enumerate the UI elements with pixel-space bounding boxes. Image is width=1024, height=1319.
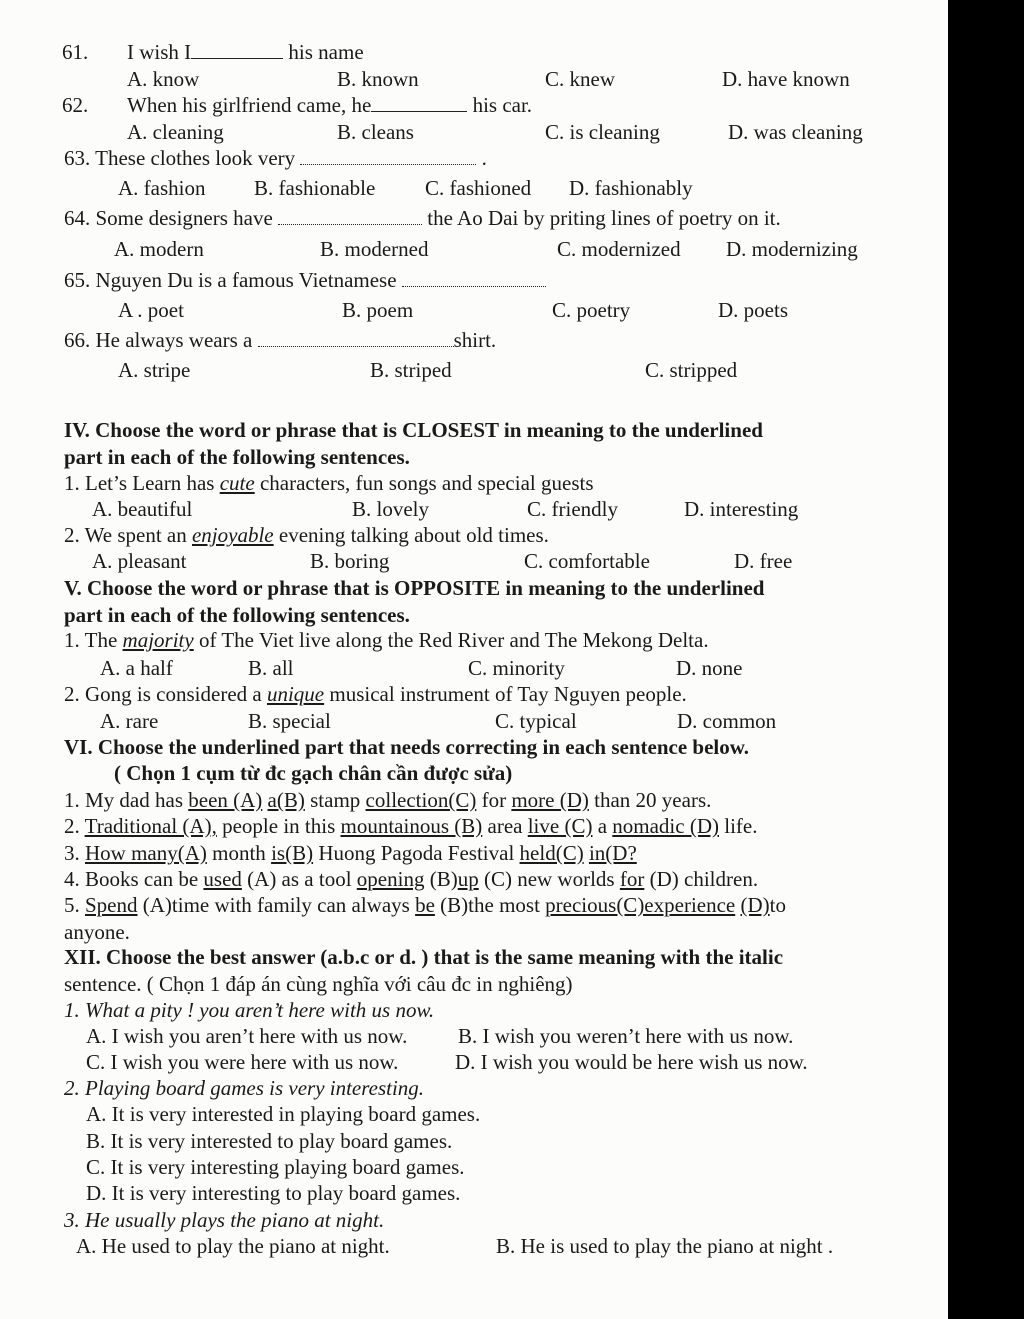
sec4-q2-option-a: A. pleasant — [92, 549, 187, 573]
sec12-q1-option-c: C. I wish you were here with us now. — [86, 1050, 399, 1074]
sec5-q2-option-c: C. typical — [495, 709, 577, 733]
q62-stem: When his girlfriend came, he his car. — [127, 93, 533, 117]
q64-option-d: D. modernizing — [726, 237, 858, 261]
q64-option-b: B. moderned — [320, 237, 429, 261]
sec4-q2-stem: 2. We spent an enjoyable evening talking about old times. — [64, 523, 549, 547]
sec12-q3-stem: 3. He usually plays the piano at night. — [64, 1208, 385, 1232]
sec12-q3-option-b: B. He is used to play the piano at night . — [496, 1234, 834, 1258]
sec6-sentence-3: 3. How many(A) month is(B) Huong Pagoda Festival held(C) in(D? — [64, 841, 637, 865]
sec6-sentence-4: 4. Books can be used (A) as a tool opening (B)up (C) new worlds for (D) children. — [64, 867, 759, 891]
q66-stem: 66. He always wears a shirt. — [64, 328, 497, 352]
section-4-heading: IV. Choose the word or phrase that is CLOSEST in meaning to the underlined — [64, 418, 763, 442]
sec12-q1-option-a: A. I wish you aren’t here with us now. — [86, 1024, 408, 1048]
q63-option-b: B. fashionable — [254, 176, 376, 200]
sec12-q2-option-a: A. It is very interested in playing board games. — [86, 1102, 481, 1126]
q62-option-b: B. cleans — [337, 120, 414, 144]
sec12-q3-option-a: A. He used to play the piano at night. — [76, 1234, 390, 1258]
sec4-q2-option-d: D. free — [734, 549, 793, 573]
sec5-q2-option-b: B. special — [248, 709, 331, 733]
q63-stem: 63. These clothes look very . — [64, 146, 487, 170]
sec12-q2-option-d: D. It is very interesting to play board games. — [86, 1181, 461, 1205]
sec12-q2-stem: 2. Playing board games is very interesting. — [64, 1076, 425, 1100]
q65-option-b: B. poem — [342, 298, 414, 322]
section-12-instruction: sentence. ( Chọn 1 đáp án cùng nghĩa với câu đc in nghiêng) — [64, 972, 573, 996]
q61-stem: I wish I his name — [127, 40, 364, 64]
section-5-heading: V. Choose the word or phrase that is OPPOSITE in meaning to the underlined — [64, 576, 765, 600]
q65-stem: 65. Nguyen Du is a famous Vietnamese — [64, 268, 546, 292]
section-6-heading: VI. Choose the underlined part that needs correcting in each sentence below. — [64, 735, 749, 759]
q63-option-a: A. fashion — [118, 176, 206, 200]
q62-number: 62. — [62, 93, 89, 117]
q65-option-d: D. poets — [718, 298, 788, 322]
sec5-q1-option-b: B. all — [248, 656, 294, 680]
q63-option-c: C. fashioned — [425, 176, 532, 200]
sec5-q2-option-d: D. common — [677, 709, 777, 733]
sec6-sentence-5: 5. Spend (A)time with family can always be (B)the most precious(C)experience (D)to — [64, 893, 786, 917]
sec5-q1-option-c: C. minority — [468, 656, 565, 680]
section-5-heading-cont: part in each of the following sentences. — [64, 603, 410, 627]
q66-option-c: C. stripped — [645, 358, 738, 382]
sec4-q1-option-c: C. friendly — [527, 497, 618, 521]
section-4-heading-cont: part in each of the following sentences. — [64, 445, 410, 469]
q63-option-d: D. fashionably — [569, 176, 693, 200]
q61-option-b: B. known — [337, 67, 419, 91]
sec5-q1-option-a: A. a half — [100, 656, 173, 680]
sec4-q2-option-c: C. comfortable — [524, 549, 650, 573]
sec12-q2-option-b: B. It is very interested to play board games. — [86, 1129, 453, 1153]
q66-option-b: B. striped — [370, 358, 452, 382]
sec6-sentence-5-cont: anyone. — [64, 920, 130, 944]
sec6-sentence-1: 1. My dad has been (A) a(B) stamp collection(C) for more (D) than 20 years. — [64, 788, 712, 812]
sec12-q2-option-c: C. It is very interesting playing board games. — [86, 1155, 465, 1179]
sec4-q2-option-b: B. boring — [310, 549, 390, 573]
sec5-q2-stem: 2. Gong is considered a unique musical instrument of Tay Nguyen people. — [64, 682, 687, 706]
q62-option-d: D. was cleaning — [728, 120, 863, 144]
sec4-q1-stem: 1. Let’s Learn has cute characters, fun songs and special guests — [64, 471, 594, 495]
sec12-q1-stem: 1. What a pity ! you aren’t here with us now. — [64, 998, 435, 1022]
sec4-q1-option-d: D. interesting — [684, 497, 799, 521]
q64-option-c: C. modernized — [557, 237, 681, 261]
sec12-q1-option-d: D. I wish you would be here wish us now. — [455, 1050, 808, 1074]
q66-option-a: A. stripe — [118, 358, 191, 382]
sec6-sentence-2: 2. Traditional (A), people in this mountainous (B) area live (C) a nomadic (D) life. — [64, 814, 758, 838]
section-12-heading: XII. Choose the best answer (a.b.c or d. ) that is the same meaning with the italic — [64, 945, 784, 969]
sec5-q1-option-d: D. none — [676, 656, 743, 680]
sec5-q2-option-a: A. rare — [100, 709, 159, 733]
sec5-q1-stem: 1. The majority of The Viet live along the Red River and The Mekong Delta. — [64, 628, 709, 652]
q61-option-c: C. knew — [545, 67, 615, 91]
q65-option-c: C. poetry — [552, 298, 631, 322]
sec4-q1-option-b: B. lovely — [352, 497, 429, 521]
q61-option-a: A. know — [127, 67, 200, 91]
q61-option-d: D. have known — [722, 67, 850, 91]
section-6-instruction: ( Chọn 1 cụm từ đc gạch chân cần được sửa) — [114, 761, 513, 785]
q62-option-c: C. is cleaning — [545, 120, 660, 144]
q61-number: 61. — [62, 40, 89, 64]
q64-stem: 64. Some designers have the Ao Dai by priting lines of poetry on it. — [64, 206, 781, 230]
q64-option-a: A. modern — [114, 237, 204, 261]
q65-option-a: A . poet — [118, 298, 184, 322]
sec12-q1-option-b: B. I wish you weren’t here with us now. — [458, 1024, 794, 1048]
q62-option-a: A. cleaning — [127, 120, 224, 144]
sec4-q1-option-a: A. beautiful — [92, 497, 193, 521]
